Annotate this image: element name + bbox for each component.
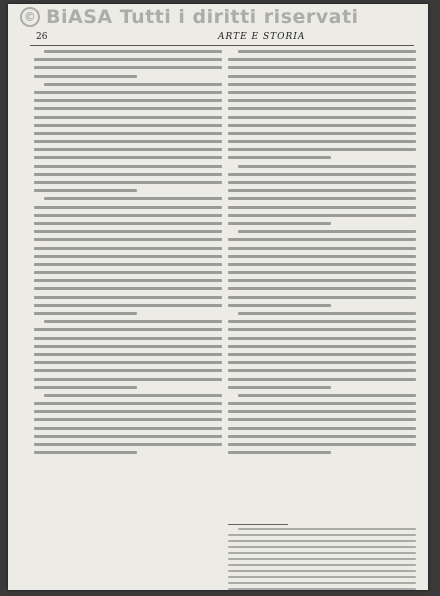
text-line [228,576,416,578]
text-line [34,247,222,250]
header-rule [30,45,414,46]
text-line [34,222,222,225]
text-line [228,148,416,151]
text-line [34,107,222,110]
text-line [228,337,416,340]
text-line [34,91,222,94]
text-line [228,189,416,192]
text-line [228,353,416,356]
text-line [34,189,137,192]
page-header [30,32,414,44]
text-line [228,328,416,331]
text-line [34,140,222,143]
text-line [228,320,416,323]
left-column [34,50,222,459]
text-line [34,181,222,184]
page-number: 26 [36,32,48,42]
text-line [228,427,416,430]
text-line [228,570,416,572]
text-line [228,271,416,274]
text-line [228,582,416,584]
text-line [34,66,222,69]
text-line [34,345,222,348]
text-line [228,132,416,135]
text-line [34,353,222,356]
text-line [34,312,137,315]
text-line [228,378,416,381]
text-line [228,99,416,102]
text-line [228,156,331,159]
text-line [34,148,222,151]
text-line [228,304,331,307]
text-line [34,296,222,299]
text-line [34,230,222,233]
text-line [228,588,416,590]
text-line [228,369,416,372]
text-line [228,345,416,348]
text-line [228,66,416,69]
text-line [228,173,416,176]
text-line [228,255,416,258]
text-line [34,279,222,282]
text-line [34,132,222,135]
text-line [238,165,416,168]
text-line [228,140,416,143]
text-line [34,337,222,340]
text-line [238,312,416,315]
text-line [34,173,222,176]
text-line [228,279,416,282]
text-line [228,558,416,560]
text-line [238,528,416,530]
text-line [34,451,137,454]
text-line [34,214,222,217]
watermark [8,4,428,30]
document-page [8,4,428,590]
text-line [34,255,222,258]
text-line [34,206,222,209]
text-line [34,361,222,364]
text-line [44,83,222,86]
text-line [228,75,416,78]
text-line [44,320,222,323]
watermark-text: BiASA Tutti i diritti riservati [46,6,359,28]
text-line [34,410,222,413]
text-line [44,50,222,53]
text-line [228,361,416,364]
text-line [34,427,222,430]
right-column [228,50,416,459]
footnotes [228,528,416,590]
text-line [44,394,222,397]
text-line [228,564,416,566]
text-line [228,263,416,266]
text-line [228,222,331,225]
text-line [34,386,137,389]
text-line [228,418,416,421]
text-line [238,394,416,397]
text-line [228,443,416,446]
text-line [228,58,416,61]
text-line [34,378,222,381]
text-line [34,75,137,78]
text-line [238,230,416,233]
text-line [34,238,222,241]
text-line [228,540,416,542]
text-line [34,263,222,266]
text-line [228,296,416,299]
text-line [34,116,222,119]
text-line [238,50,416,53]
text-line [228,107,416,110]
text-line [228,206,416,209]
text-line [228,534,416,536]
text-line [228,410,416,413]
text-line [34,99,222,102]
text-line [228,124,416,127]
text-line [228,116,416,119]
text-line [228,287,416,290]
text-line [228,435,416,438]
footnote-rule [228,524,288,525]
text-line [34,304,222,307]
text-line [34,271,222,274]
text-line [228,552,416,554]
text-line [34,124,222,127]
text-line [228,386,331,389]
watermark-logo: © [20,7,40,27]
text-line [34,328,222,331]
text-line [34,287,222,290]
text-line [34,435,222,438]
text-line [34,165,222,168]
text-line [228,83,416,86]
text-line [228,238,416,241]
text-line [34,418,222,421]
text-line [34,443,222,446]
text-line [34,156,222,159]
text-line [228,214,416,217]
text-line [34,402,222,405]
text-line [44,197,222,200]
text-line [228,451,331,454]
text-line [228,402,416,405]
text-line [228,91,416,94]
running-title: ARTE E STORIA [218,32,306,42]
text-line [228,197,416,200]
text-line [34,58,222,61]
text-line [228,181,416,184]
text-line [228,546,416,548]
text-line [34,369,222,372]
text-line [228,247,416,250]
